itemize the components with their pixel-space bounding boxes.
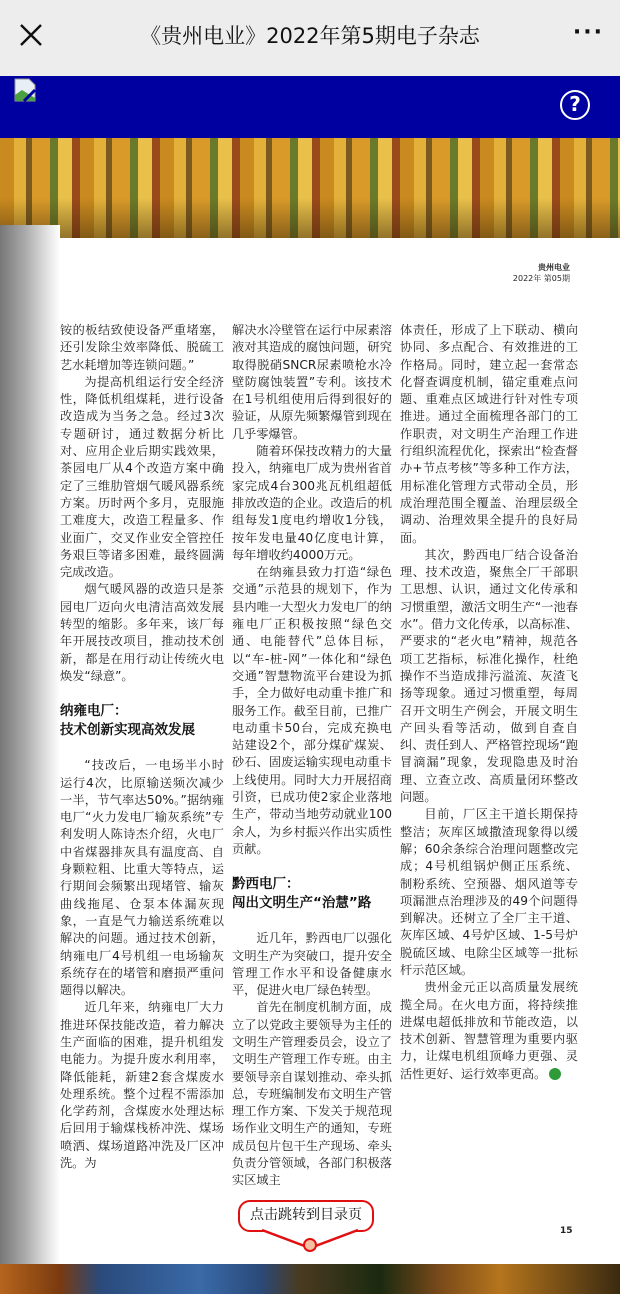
- paragraph: [400, 979, 578, 1083]
- paragraph-text: 为提高机组运行安全经济性，降低机组煤耗，进行设备改造成为当务之急。经过3次专题研讨，通过数据分析比对、应用企业后期实践效果，茶园电厂从4个改造方案中确定了三维肋管烟气暖风器系统方案。历时两个多月，克服施工难度大，改造工程量多、作业面广，交叉作业安全管控任务艰巨等诸多困难，最终圆满完成改造。: [60, 374, 224, 580]
- hand-pointer-icon[interactable]: [303, 1238, 317, 1252]
- issue-label: 2022年 第05期: [512, 274, 570, 283]
- paragraph: [232, 930, 392, 999]
- page-header: [500, 262, 570, 284]
- magazine-banner: [0, 76, 620, 138]
- section-heading: [60, 702, 224, 740]
- section-heading-line: 黔西电厂：: [232, 876, 300, 893]
- paragraph-text: 体责任，形成了上下联动、横向协同、多点配合、有效推进的工作格局。同时，建立起一套常态化督查调度机制，锚定重难点问题、重难点区域进行针对性专项推进。通过全面梳理各部门的工作职责，对文明生产治理工作进行组织流程优化，探索出“检查督办+节点考核”等多种工作方法，用标准化管理方式带动全员，形成治理范围全覆盖、治理层级全调动、治理效果全提升的良好局面。: [400, 323, 578, 545]
- paragraph: [60, 581, 224, 685]
- paragraph: [60, 374, 224, 582]
- paragraph: [232, 443, 392, 564]
- section-heading-line: 技术创新实现高效发展: [60, 722, 195, 739]
- paragraph-text: 目前，厂区主干道长期保持整洁；灰库区域撒渣现象得以缓解；60余条综合治理问题整改完成；4号机组锅炉侧正压系统、制粉系统、空预器、烟风道等专项漏泄点治理涉及的49个问题得到解决。还树立了全厂主干道、灰库区域、4号炉区域、1-5号炉脱硫区域、电除尘区域等一批标杆示范区域。: [400, 807, 578, 977]
- paragraph-text: 烟气暖风器的改造只是茶园电厂迈向火电清洁高效发展转型的缩影。多年来，该厂每年开展技改项目，推动技术创新，都是在用行动让传统火电焕发“绿意”。: [60, 582, 224, 683]
- broken-image-icon: [14, 78, 36, 102]
- paragraph: [60, 757, 224, 999]
- paragraph: [232, 322, 392, 443]
- article-column-3: [400, 322, 578, 1083]
- paragraph-text: 其次，黔西电厂结合设备治理、技术改造，聚焦全厂干部职工思想、认识，通过文化传承和习惯重塑，激活文明生产“一池春水”。借力文化传承，以高标准、严要求的“老火电”精神，规范各项工艺指标，标准化操作，杜绝操作不当造成排污溢流、灰渣飞扬等现象。通过习惯重塑，每周召开文明生产例会，开展文明生产回头看等活动，做到自查自纠、责任到人、严格管控现场“跑冒滴漏”现象，发现隐患及时治理、立查立改、高质量闭环整改问题。: [400, 547, 578, 805]
- top-navigation-bar: [0, 0, 620, 76]
- toc-jump-label: 点击跳转到目录页: [250, 1207, 362, 1223]
- paragraph-text: 解决水冷壁管在运行中尿素溶液对其造成的腐蚀问题，研究取得脱硝SNCR尿素喷枪水冷壁防腐蚀装置”专利。该技术在1号机组使用后得到很好的验证，从原先频繁爆管到现在几乎零爆管。: [232, 323, 392, 441]
- paragraph-text: 随着环保技改精力的大量投入，纳雍电厂成为贵州省首家完成4台300兆瓦机组超低排放改造的企业。改造后的机组每发1度电约增收1分钱，按年发电量40亿度电计算，每年增收约4000万元。: [232, 444, 392, 562]
- section-heading-line: 纳雍电厂：: [60, 703, 128, 720]
- landscape-image: [0, 1264, 620, 1294]
- paragraph-text: 近几年，黔西电厂以强化文明生产为突破口，提升安全管理工作水平和设备健康水平，促进火电厂绿色转型。: [232, 931, 392, 998]
- paragraph-text: 在纳雍县致力打造“绿色交通”示范县的规划下，作为县内唯一大型火力发电厂的纳雍电厂正积极按照“绿色交通、电能替代”总体目标，以“车-桩-网”一体化和“绿色交通”智慧物流平台建设为抓手，全力做好电动重卡推广和服务工作。截至目前，已推广电动重卡50台，完成充换电站建设2个，部分煤矿煤炭、砂石、固废运输实现电动重卡上线使用。同时大力开展招商引资，已成功使2家企业落地生产，带动当地劳动就业100余人，为乡村振兴作出实质性贡献。: [232, 565, 392, 856]
- recycle-logo-icon: [549, 1068, 561, 1080]
- paragraph: [60, 999, 224, 1172]
- paragraph: [400, 547, 578, 806]
- help-button[interactable]: ?: [560, 90, 590, 120]
- paragraph: [400, 322, 578, 547]
- section-heading: [232, 875, 392, 913]
- window-title: 《贵州电业》2022年第5期电子杂志: [140, 24, 480, 48]
- more-options-button[interactable]: ···: [572, 20, 604, 45]
- section-heading-line: 闯出文明生产“治慧”路: [232, 895, 372, 912]
- page-number: 15: [560, 1226, 573, 1236]
- paragraph: [232, 999, 392, 1189]
- autumn-trees-image: [0, 138, 620, 238]
- paragraph-text: “技改后，一电场半小时运行4次，比原输送频次减少一半，节气率达50%。”据纳雍电厂“火力发电厂输灰系统”专利发明人陈诗杰介绍，火电厂中省煤器排灰具有温度高、自身颗粒粗、比重大等特点，运行期间会频繁出现堵管、输灰曲线拖尾、仓泵本体漏灰现象，一直是气力输送系统难以解决的问题。通过技术创新，纳雍电厂4号机组一电场输灰系统存在的堵管和磨损严重问题得以解决。: [60, 758, 224, 998]
- paragraph: [232, 564, 392, 858]
- article-column-2: [232, 322, 392, 1190]
- magazine-name: 贵州电业: [538, 263, 570, 272]
- paragraph-text: 铵的板结致使设备严重堵塞，还引发除尘效率降低、脱硫工艺水耗增加等连锁问题。”: [60, 323, 224, 372]
- paragraph-text: 首先在制度机制方面，成立了以党政主要领导为主任的文明生产管理委员会，设立了文明生产管理工作专班。由主要领导亲自谋划推动、牵头抓总，专班编制发布文明生产管理工作方案、下发关于规范现场作业文明生产的通知，专班成员包片包干生产现场、牵头负责分管领域，各部门积极落实区域主: [232, 1000, 392, 1188]
- close-icon[interactable]: [18, 22, 44, 48]
- paragraph: [60, 322, 224, 374]
- paragraph-text: 近几年来，纳雍电厂大力推进环保技能改造，着力解决生产面临的困难，提升机组发电能力。为提升废水利用率，降低能耗，新建2套含煤废水处理系统。整个过程不需添加化学药剂，含煤废水处理达标后回用于输煤栈桥冲洗、煤场喷洒、煤场道路冲洗及厂区冲洗。为: [60, 1000, 224, 1171]
- article-column-1: [60, 322, 224, 1172]
- paragraph-text: 贵州金元正以高质量发展统揽全局。在火电方面，将持续推进煤电超低排放和节能改造，以技术创新、智慧管理为重要内驱力，让煤电机组顶峰力更强、灵活性更好、运行效率更高。: [400, 980, 578, 1081]
- paragraph: [400, 806, 578, 979]
